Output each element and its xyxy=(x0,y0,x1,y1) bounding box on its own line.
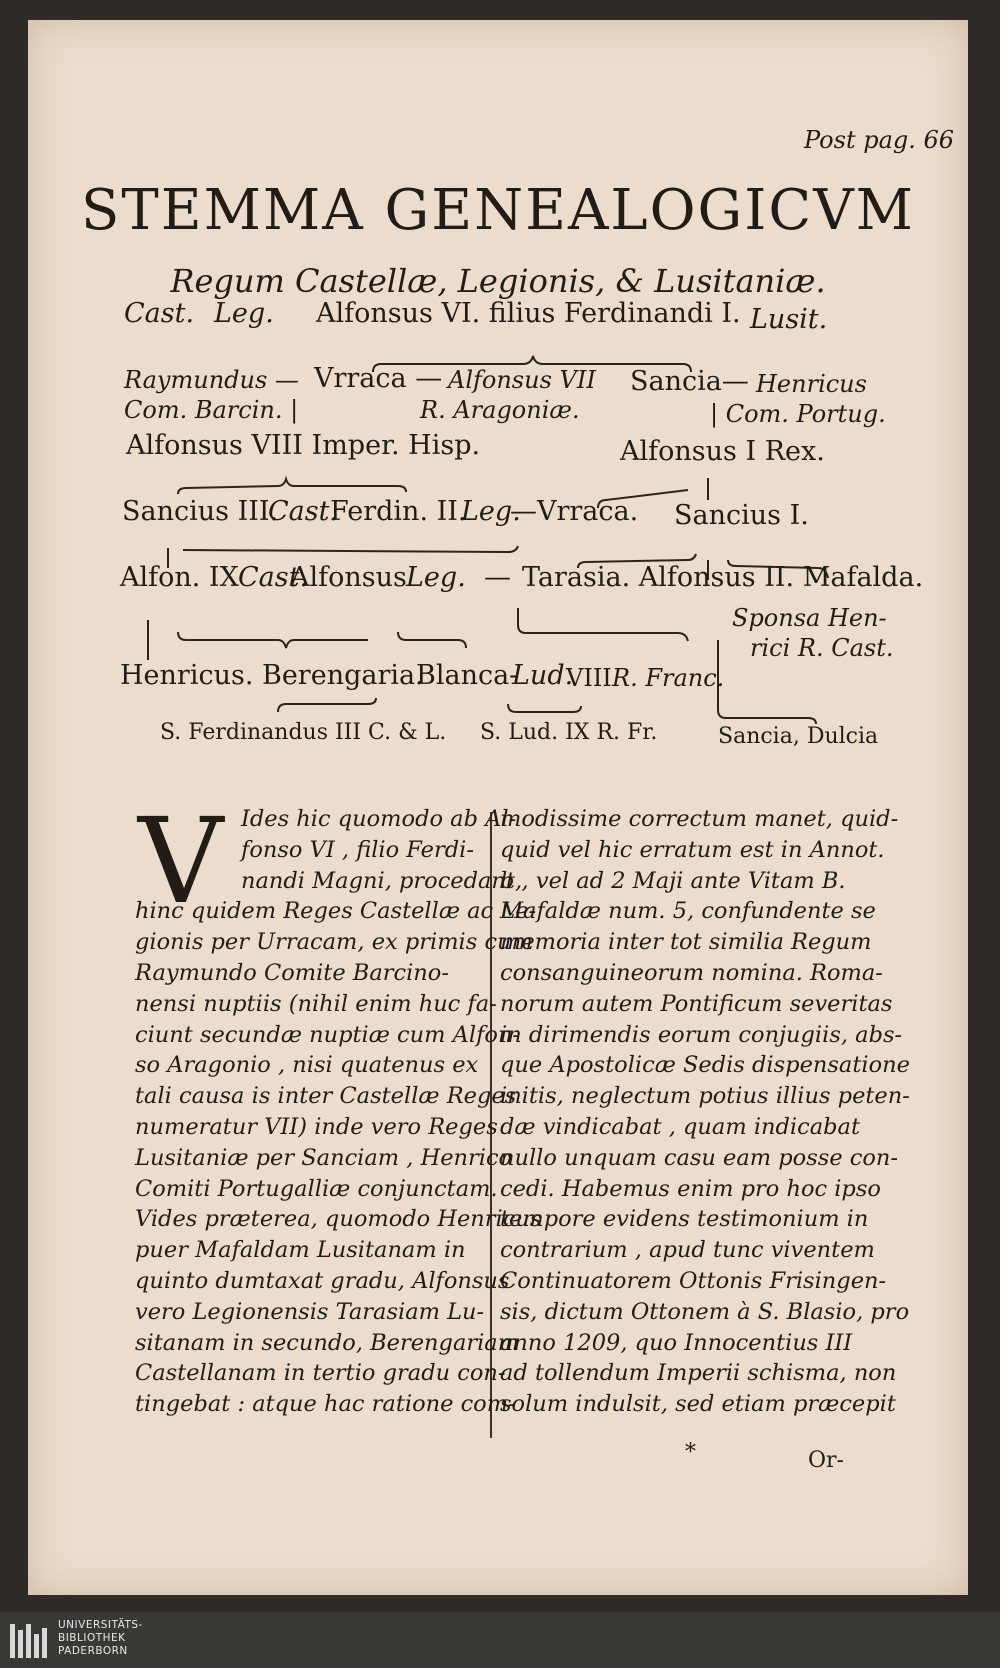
page-subtitle: Regum Castellæ, Legionis, & Lusitaniæ. xyxy=(170,262,826,300)
node-henricus: Henricus xyxy=(756,370,867,398)
library-name-line1: UNIVERSITÄTS- xyxy=(58,1619,143,1631)
text-line: Raymundo Comite Barcino- xyxy=(135,959,449,986)
text-line: que Apostolicæ Sedis dispensatione xyxy=(500,1052,910,1079)
label-lusit: Lusit. xyxy=(750,304,828,335)
text-line: hinc quidem Reges Castellæ ac Le- xyxy=(135,898,537,925)
bracket-alfonsus8 xyxy=(178,479,406,494)
bracket-alfon9 xyxy=(148,620,466,660)
text-line: nandi Magni, procedant, xyxy=(241,867,523,894)
node-alfonsus-viii: Alfonsus VIII Imper. Hisp. xyxy=(126,430,481,461)
drop-cap: V xyxy=(138,792,224,930)
right-column xyxy=(500,804,910,1420)
text-line: norum autem Pontificum severitas xyxy=(500,990,893,1017)
node-sancia: Sancia— xyxy=(630,366,749,397)
text-line: nullo unquam casu eam posse con- xyxy=(500,1144,899,1171)
text-line: memoria inter tot similia Regum xyxy=(500,929,872,956)
text-line: vero Legionensis Tarasiam Lu- xyxy=(135,1298,485,1325)
left-column xyxy=(135,792,542,1420)
signature-mark: * xyxy=(685,1440,696,1465)
text-line: puer Mafaldam Lusitanam in xyxy=(135,1237,466,1264)
catchword: Or- xyxy=(808,1448,844,1473)
node-ferdin-ii: Ferdin. II. xyxy=(330,496,467,527)
label-cast-2: Cast. xyxy=(268,496,339,527)
library-name-line2: BIBLIOTHEK xyxy=(58,1632,126,1644)
text-line: quid vel hic erratum est in Annot. xyxy=(500,836,885,863)
text-line: Comiti Portugalliæ conjunctam. xyxy=(135,1175,498,1202)
text-line: fonso VI , filio Ferdi- xyxy=(241,836,474,863)
label-leg-3: Leg. xyxy=(406,562,466,593)
text-line: Continuatorem Ottonis Frisingen- xyxy=(500,1267,887,1294)
text-line: tingebat : atque hac ratione com- xyxy=(135,1391,516,1418)
node-sancius-iii: Sancius III. xyxy=(122,496,279,527)
label-com-barcin: Com. Barcin. | xyxy=(124,396,299,424)
text-line: gionis per Urracam, ex primis cum xyxy=(135,929,533,956)
node-vrraca-2: —Vrraca. xyxy=(510,496,639,527)
text-line: contrarium , apud tunc viventem xyxy=(500,1237,875,1264)
text-line: sitanam in secundo, Berengariam xyxy=(135,1329,520,1356)
node-alfonsus-i: Alfonsus I Rex. xyxy=(620,436,825,467)
text-line: anno 1209, quo Innocentius III xyxy=(500,1329,853,1356)
label-cast-3: Cast. xyxy=(238,562,309,593)
text-line: in dirimendis eorum conjugiis, abs- xyxy=(500,1021,903,1048)
label-cast: Cast. xyxy=(124,298,195,329)
page-reference: Post pag. 66 xyxy=(804,126,955,154)
text-line: numeratur VII) inde vero Reges xyxy=(135,1113,498,1140)
text-line: ad tollendum Imperii schisma, non xyxy=(500,1360,897,1387)
node-alfonsus-leg: Alfonsus xyxy=(290,562,407,593)
node-raymundus: Raymundus — xyxy=(124,366,299,394)
label-lud: Lud. xyxy=(512,660,574,691)
text-line: consanguineorum nomina. Roma- xyxy=(500,959,883,986)
bracket-henricus xyxy=(278,698,581,712)
text-line: Castellanam in tertio gradu con- xyxy=(135,1360,506,1387)
library-name-line3: PADERBORN xyxy=(58,1645,128,1657)
node-vrraca: Vrraca — xyxy=(314,363,443,394)
text-line: Ides hic quomodo ab Al- xyxy=(241,806,517,832)
node-sancius-i: Sancius I. xyxy=(674,500,809,531)
label-r-aragoniae: R. Aragoniæ. xyxy=(420,396,580,424)
connector-dash: — xyxy=(484,562,511,593)
text-line: cedi. Habemus enim pro hoc ipso xyxy=(500,1175,881,1202)
text-line: tempore evidens testimonium in xyxy=(500,1206,869,1233)
footer-bar xyxy=(0,1612,1000,1668)
node-alfon-ix: Alfon. IX xyxy=(120,562,239,593)
text-line: b , vel ad 2 Maji ante Vitam B. xyxy=(500,867,846,894)
text-line: initis, neglectum potius illius peten- xyxy=(500,1083,910,1110)
text-line: Vides præterea, quomodo Henricus xyxy=(135,1206,542,1233)
node-sancia-dulcia: Sancia, Dulcia xyxy=(718,724,879,749)
node-alfonsus-vi: Alfonsus VI. filius Ferdinandi I. xyxy=(316,298,741,329)
node-s-ludovicus: S. Lud. IX R. Fr. xyxy=(480,720,658,745)
node-blanca: Blanca- xyxy=(416,660,519,691)
label-sponsa: Sponsa Hen- xyxy=(732,604,887,632)
text-line: modissime correctum manet, quid- xyxy=(500,806,899,832)
page-title: STEMMA GENEALOGICVM xyxy=(80,178,916,243)
text-line: ciunt secundæ nuptiæ cum Alfon- xyxy=(135,1021,521,1048)
text-line: quinto dumtaxat gradu, Alfonsus xyxy=(135,1267,510,1294)
text-line: dæ vindicabat , quam indicabat xyxy=(500,1113,860,1140)
label-com-portug: | Com. Portug. xyxy=(710,400,886,428)
label-viii: VIII xyxy=(566,664,612,692)
text-line: nensi nuptiis (nihil enim huc fa- xyxy=(135,990,497,1017)
text-line: so Aragonio , nisi quatenus ex xyxy=(135,1052,479,1079)
text-line: Lusitaniæ per Sanciam , Henrico xyxy=(135,1144,513,1171)
label-r-franc: R. Franc. xyxy=(612,664,725,692)
library-logo-icon xyxy=(8,1620,50,1662)
library-name xyxy=(58,1619,143,1658)
text-line: tali causa is inter Castellæ Reges xyxy=(135,1083,517,1110)
node-alfonsus-vii: Alfonsus VII xyxy=(448,366,596,394)
node-tarasia-alfonsus-mafalda: Tarasia. Alfonsus II. Mafalda. xyxy=(522,562,924,593)
text-line: Mafaldæ num. 5, confundente se xyxy=(500,898,876,925)
text-line: solum indulsit, sed etiam præcepit xyxy=(500,1391,896,1418)
node-henricus-berengaria: Henricus. Berengaria. xyxy=(120,660,424,691)
label-leg: Leg. xyxy=(214,298,274,329)
node-s-ferdinandus: S. Ferdinandus III C. & L. xyxy=(160,720,447,745)
label-rici-cast: rici R. Cast. xyxy=(750,634,894,662)
text-line: sis, dictum Ottonem à S. Blasio, pro xyxy=(500,1298,910,1325)
label-leg-2: Leg. xyxy=(461,496,521,527)
